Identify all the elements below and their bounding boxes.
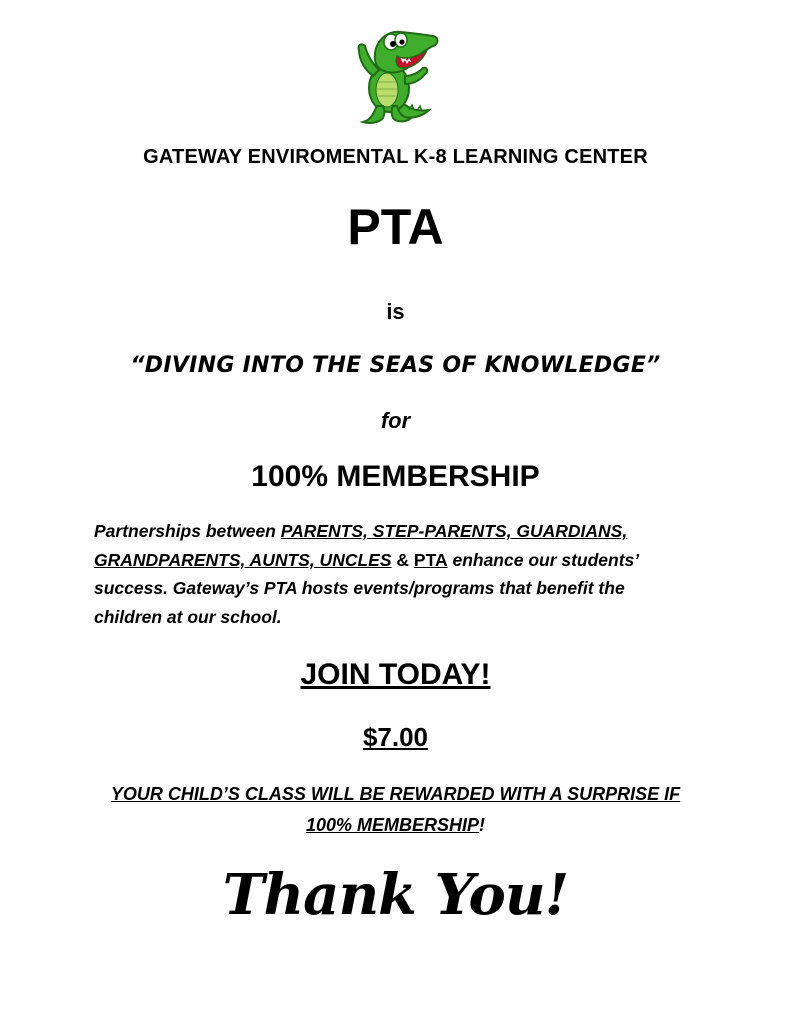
family-list-line-1: PARENTS, STEP-PARENTS, GUARDIANS, bbox=[280, 521, 628, 541]
reward-line-1: YOUR CHILD’S CLASS WILL BE REWARDED WITH A SURPRISE IF bbox=[110, 784, 681, 804]
paragraph-rest: enhance our students’ bbox=[447, 549, 640, 570]
reward-notice bbox=[0, 779, 791, 841]
family-list-line-2: GRANDPARENTS, AUNTS, UNCLES bbox=[94, 549, 392, 570]
pta-inline: PTA bbox=[413, 549, 448, 570]
school-name: GATEWAY ENVIROMENTAL K-8 LEARNING CENTER bbox=[143, 146, 648, 168]
paragraph-line-3: success. Gateway’s PTA hosts events/programs that benefit the bbox=[94, 578, 625, 598]
membership-goal: 100% MEMBERSHIP bbox=[251, 460, 540, 493]
slogan: “DIVING INTO THE SEAS OF KNOWLEDGE” bbox=[130, 353, 661, 378]
paragraph-line-4: children at our school. bbox=[94, 606, 282, 627]
membership-price: $7.00 bbox=[362, 722, 429, 752]
reward-line-2-end: ! bbox=[479, 815, 486, 835]
ampersand: & bbox=[391, 549, 414, 570]
reward-line-2: 100% MEMBERSHIP bbox=[305, 815, 480, 835]
page-title: PTA bbox=[347, 199, 444, 255]
paragraph-intro: Partnerships between bbox=[94, 521, 281, 541]
for-text: for bbox=[380, 408, 411, 433]
alligator-mascot-icon bbox=[345, 20, 445, 126]
join-today: JOIN TODAY! bbox=[300, 658, 491, 691]
partnership-paragraph bbox=[94, 517, 694, 631]
is-text: is bbox=[386, 299, 405, 324]
thank-you: Thank You! bbox=[222, 862, 569, 928]
